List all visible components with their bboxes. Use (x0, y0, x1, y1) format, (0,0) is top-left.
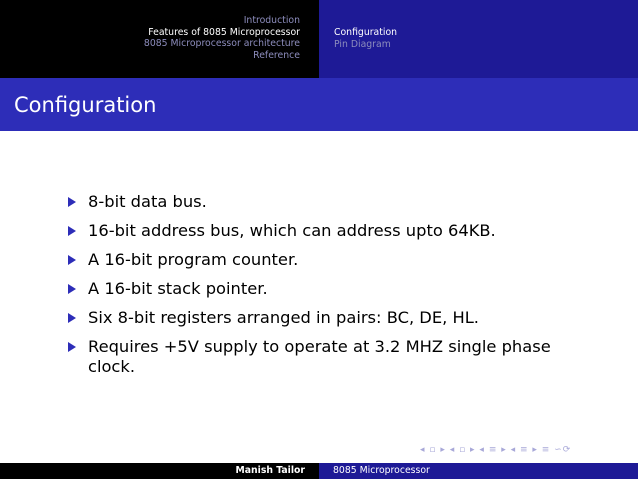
nav-subsection-configuration[interactable]: Configuration (334, 27, 398, 38)
footer-title: 8085 Microprocessor (319, 463, 638, 479)
frame-title-bar (0, 78, 638, 131)
triangle-bullet-icon (68, 284, 76, 294)
section-navigation (0, 0, 319, 78)
triangle-bullet-icon (68, 197, 76, 207)
list-item (68, 221, 568, 241)
nav-section-introduction[interactable]: Introduction (243, 15, 300, 26)
footline (0, 463, 638, 479)
list-item (68, 279, 568, 299)
subsection-navigation (319, 0, 638, 78)
list-item (68, 337, 568, 377)
triangle-bullet-icon (68, 255, 76, 265)
triangle-bullet-icon (68, 226, 76, 236)
triangle-bullet-icon (68, 313, 76, 323)
list-item (68, 250, 568, 270)
navigation-controls-icon[interactable]: ◂ ▫ ▸ ◂ ▫ ▸ ◂ ≡ ▸ ◂ ≡ ▸ ≡ ∽⟳ (420, 445, 572, 455)
list-item (68, 308, 568, 328)
list-item (68, 192, 568, 212)
slide-title: Configuration (14, 93, 157, 117)
nav-section-reference[interactable]: Reference (253, 49, 300, 61)
list-item-text: Six 8-bit registers arranged in pairs: BC, DE, HL. (88, 308, 479, 327)
bullet-list (68, 192, 568, 386)
nav-section-features[interactable]: Features of 8085 Microprocessor (148, 26, 300, 38)
list-item-text: Requires +5V supply to operate at 3.2 MHZ single phase clock. (88, 337, 551, 376)
footer-author: Manish Tailor (0, 463, 319, 479)
list-item-text: A 16-bit program counter. (88, 250, 299, 269)
triangle-bullet-icon (68, 342, 76, 352)
headline (0, 0, 638, 78)
list-item-text: 8-bit data bus. (88, 192, 207, 211)
nav-section-architecture[interactable]: 8085 Microprocessor architecture (143, 38, 300, 50)
list-item-text: A 16-bit stack pointer. (88, 279, 268, 298)
nav-subsection-pin-diagram[interactable]: Pin Diagram (334, 38, 391, 50)
list-item-text: 16-bit address bus, which can address upto 64KB. (88, 221, 496, 240)
